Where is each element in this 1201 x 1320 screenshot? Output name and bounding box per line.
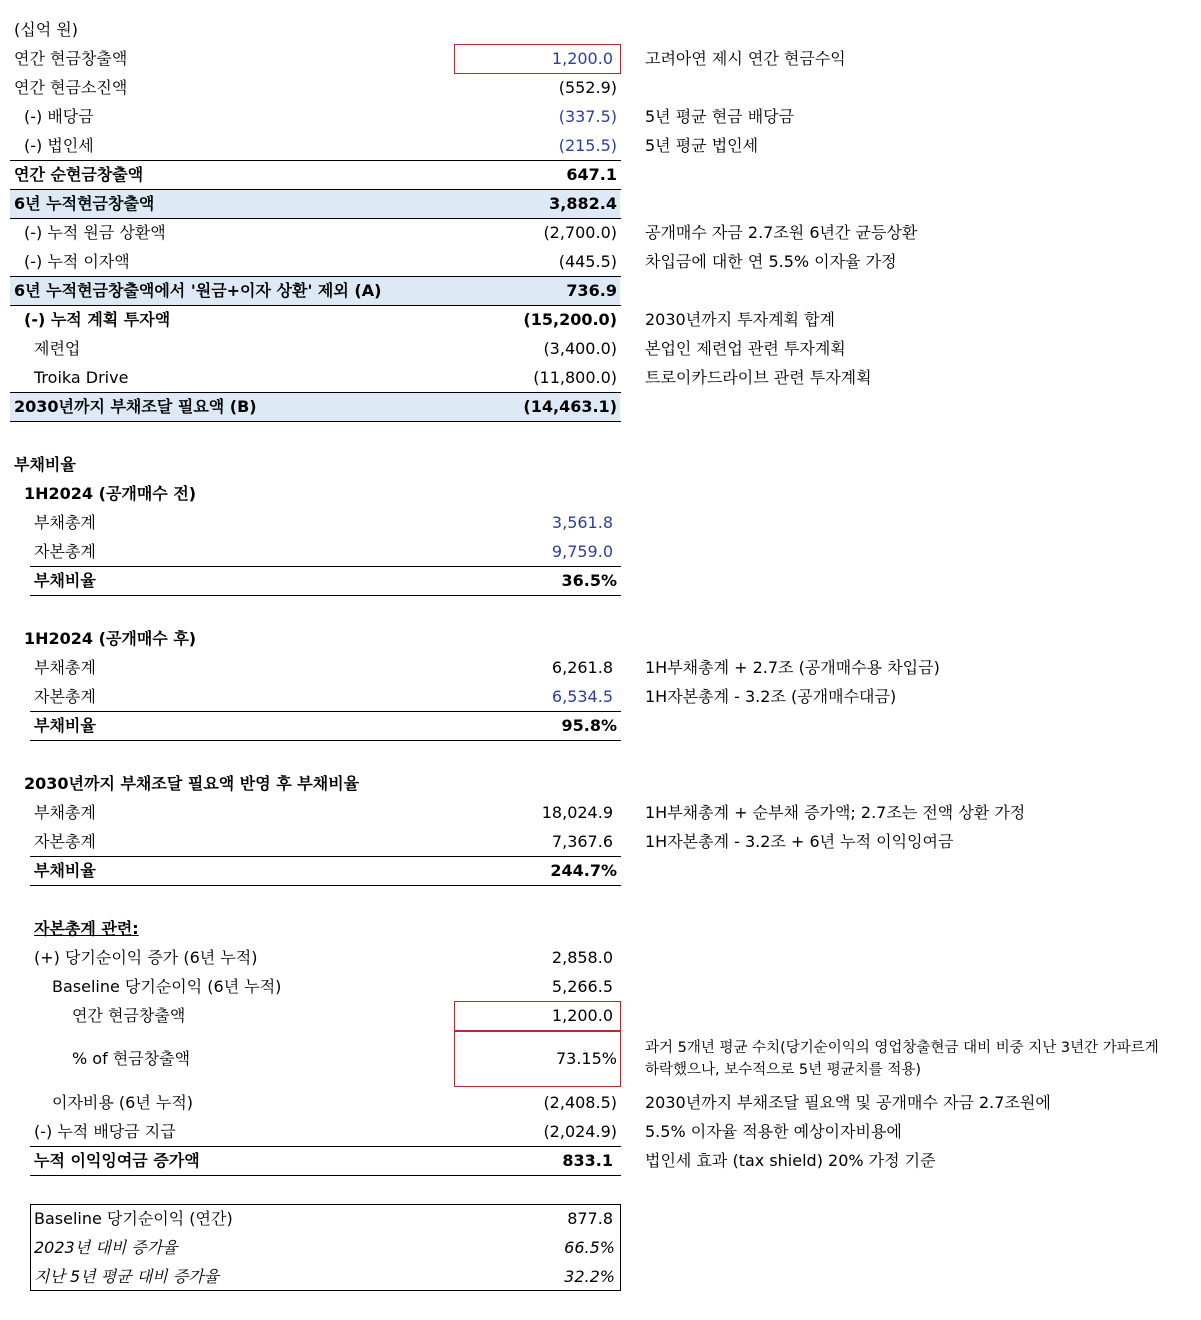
row-value: 32.2% bbox=[564, 1267, 615, 1286]
rule bbox=[30, 595, 621, 596]
row-label: 제련업 bbox=[34, 339, 81, 358]
row-label: (+) 당기순이익 증가 (6년 누적) bbox=[34, 948, 258, 967]
table-row bbox=[0, 798, 1201, 827]
row-label: (-) 배당금 bbox=[24, 107, 94, 126]
table-row bbox=[0, 508, 1201, 537]
subsection-title bbox=[0, 479, 1201, 508]
section-title bbox=[0, 450, 1201, 479]
row-value: 6,261.8 bbox=[551, 658, 613, 677]
table-row bbox=[0, 305, 1201, 334]
row-label: 이자비용 (6년 누적) bbox=[52, 1093, 194, 1112]
row-note: 공개매수 자금 2.7조원 6년간 균등상환 bbox=[645, 223, 918, 242]
rule bbox=[30, 885, 621, 886]
table-row bbox=[0, 44, 1201, 73]
row-note: 법인세 효과 (tax shield) 20% 가정 기준 bbox=[645, 1151, 936, 1170]
row-value[interactable]: 1,200.0 bbox=[551, 49, 613, 68]
row-label: Baseline 당기순이익 (6년 누적) bbox=[52, 977, 282, 996]
row-value: 5,266.5 bbox=[551, 977, 613, 996]
pre-title: 1H2024 (공개매수 전) bbox=[24, 484, 197, 503]
table-row bbox=[0, 73, 1201, 102]
table-row bbox=[0, 537, 1201, 566]
equity-title: 자본총계 관련: bbox=[34, 919, 139, 938]
table-row bbox=[0, 653, 1201, 682]
row-label: (-) 법인세 bbox=[24, 136, 94, 155]
row-value: 3,882.4 bbox=[549, 194, 617, 213]
row-label: (-) 누적 원금 상환액 bbox=[24, 223, 166, 242]
rule bbox=[30, 1175, 621, 1176]
row-value: 95.8% bbox=[561, 716, 617, 735]
row-note: 2030년까지 투자계획 합계 bbox=[645, 310, 835, 329]
row-label: (-) 누적 배당금 지급 bbox=[34, 1122, 176, 1141]
row-label: 자본총계 bbox=[34, 832, 96, 851]
row-note-line1: 과거 5개년 평균 수치(당기순이익의 영업창출현금 대비 비중 지난 3년간 가파르게 bbox=[645, 1040, 1159, 1056]
y2030-title: 2030년까지 부채조달 필요액 반영 후 부채비율 bbox=[24, 774, 360, 793]
table-row bbox=[0, 972, 1201, 1001]
row-value: 3,561.8 bbox=[551, 513, 613, 532]
post-title: 1H2024 (공개매수 후) bbox=[24, 629, 197, 648]
table-row bbox=[0, 711, 1201, 740]
row-value[interactable]: 73.15% bbox=[555, 1049, 617, 1068]
subsection-title bbox=[0, 624, 1201, 653]
row-note: 5년 평균 법인세 bbox=[645, 136, 759, 155]
row-label: 자본총계 bbox=[34, 687, 96, 706]
row-value: (2,408.5) bbox=[543, 1093, 617, 1112]
table-row bbox=[0, 682, 1201, 711]
row-label: 부채총계 bbox=[34, 658, 96, 677]
table-row bbox=[0, 392, 1201, 421]
row-label: (-) 누적 이자액 bbox=[24, 252, 130, 271]
row-label: 자본총계 bbox=[34, 542, 96, 561]
row-label: % of 현금창출액 bbox=[72, 1049, 191, 1068]
table-row bbox=[0, 1088, 1201, 1117]
row-label: 부채총계 bbox=[34, 513, 96, 532]
row-note: 1H부채총계 + 2.7조 (공개매수용 차입금) bbox=[645, 658, 940, 677]
row-value: 736.9 bbox=[566, 281, 617, 300]
debt-title: 부채비율 bbox=[14, 455, 76, 474]
table-row bbox=[0, 131, 1201, 160]
row-label: 부채비율 bbox=[34, 861, 96, 880]
table-row bbox=[0, 856, 1201, 885]
table-row bbox=[0, 160, 1201, 189]
row-label: 부채비율 bbox=[34, 716, 96, 735]
table-row bbox=[0, 1204, 1201, 1233]
unit-row bbox=[0, 15, 1201, 44]
row-label: 지난 5년 평균 대비 증가율 bbox=[34, 1267, 220, 1286]
rule bbox=[30, 740, 621, 741]
row-value: 18,024.9 bbox=[541, 803, 613, 822]
table-row bbox=[0, 247, 1201, 276]
table-row bbox=[0, 943, 1201, 972]
table-row bbox=[0, 189, 1201, 218]
row-value: (3,400.0) bbox=[543, 339, 617, 358]
unit-label: (십억 원) bbox=[14, 20, 78, 39]
row-label: (-) 누적 계획 투자액 bbox=[24, 310, 171, 329]
row-label: 연간 현금소진액 bbox=[14, 78, 128, 97]
row-label: 부채비율 bbox=[34, 571, 96, 590]
table-row bbox=[0, 1117, 1201, 1146]
row-value: 2,858.0 bbox=[551, 948, 613, 967]
row-value: (552.9) bbox=[558, 78, 617, 97]
row-note: 차입금에 대한 연 5.5% 이자율 가정 bbox=[645, 252, 897, 271]
row-value: (14,463.1) bbox=[523, 397, 617, 416]
row-value: 6,534.5 bbox=[551, 687, 613, 706]
table-row bbox=[0, 1262, 1201, 1291]
table-row bbox=[0, 218, 1201, 247]
table-row bbox=[0, 363, 1201, 392]
row-value: (337.5) bbox=[558, 107, 617, 126]
row-label: 연간 현금창출액 bbox=[72, 1006, 186, 1025]
row-label: 연간 현금창출액 bbox=[14, 49, 128, 68]
row-label: 6년 누적현금창출액 bbox=[14, 194, 155, 213]
row-note: 1H자본총계 - 3.2조 (공개매수대금) bbox=[645, 687, 897, 706]
subsection-title bbox=[0, 914, 1201, 943]
row-note-line2: 하락했으나, 보수적으로 5년 평균치를 적용) bbox=[645, 1062, 922, 1078]
row-label: 부채총계 bbox=[34, 803, 96, 822]
row-value: 647.1 bbox=[566, 165, 617, 184]
row-value: (11,800.0) bbox=[533, 368, 617, 387]
row-value: 244.7% bbox=[550, 861, 617, 880]
row-note: 2030년까지 부채조달 필요액 및 공개매수 자금 2.7조원에 bbox=[645, 1093, 1051, 1112]
row-note: 트로이카드라이브 관련 투자계획 bbox=[645, 368, 872, 387]
table-row bbox=[0, 1146, 1201, 1175]
row-label: 누적 이익잉여금 증가액 bbox=[34, 1151, 200, 1170]
row-note: 5.5% 이자율 적용한 예상이자비용에 bbox=[645, 1122, 902, 1141]
row-value: (445.5) bbox=[558, 252, 617, 271]
table-row bbox=[0, 566, 1201, 595]
row-label: Troika Drive bbox=[34, 368, 129, 387]
row-value[interactable]: 1,200.0 bbox=[551, 1006, 613, 1025]
row-value: 36.5% bbox=[561, 571, 617, 590]
row-label: 2023년 대비 증가율 bbox=[34, 1238, 178, 1257]
row-label: 2030년까지 부채조달 필요액 (B) bbox=[14, 397, 257, 416]
row-label: 6년 누적현금창출액에서 '원금+이자 상환' 제외 (A) bbox=[14, 281, 382, 300]
row-label: Baseline 당기순이익 (연간) bbox=[34, 1209, 233, 1228]
table-row bbox=[0, 1233, 1201, 1262]
row-note: 고려아연 제시 연간 현금수익 bbox=[645, 49, 846, 68]
row-value: 9,759.0 bbox=[551, 542, 613, 561]
row-note: 본업인 제련업 관련 투자계획 bbox=[645, 339, 846, 358]
row-value: (2,700.0) bbox=[543, 223, 617, 242]
table-row bbox=[0, 102, 1201, 131]
subsection-title bbox=[0, 769, 1201, 798]
row-value: 833.1 bbox=[562, 1151, 613, 1170]
rule bbox=[10, 421, 621, 422]
row-value: (2,024.9) bbox=[543, 1122, 617, 1141]
row-value: 66.5% bbox=[564, 1238, 615, 1257]
row-note: 1H부채총계 + 순부채 증가액; 2.7조는 전액 상환 가정 bbox=[645, 803, 1026, 822]
table-row bbox=[0, 827, 1201, 856]
table-row bbox=[0, 276, 1201, 305]
row-value: (15,200.0) bbox=[523, 310, 617, 329]
row-note: 1H자본총계 - 3.2조 + 6년 누적 이익잉여금 bbox=[645, 832, 954, 851]
table-row bbox=[0, 334, 1201, 363]
row-value: (215.5) bbox=[558, 136, 617, 155]
row-value: 877.8 bbox=[567, 1209, 613, 1228]
table-row bbox=[0, 1001, 1201, 1030]
row-label: 연간 순현금창출액 bbox=[14, 165, 144, 184]
row-note: 5년 평균 현금 배당금 bbox=[645, 107, 795, 126]
row-value: 7,367.6 bbox=[551, 832, 613, 851]
